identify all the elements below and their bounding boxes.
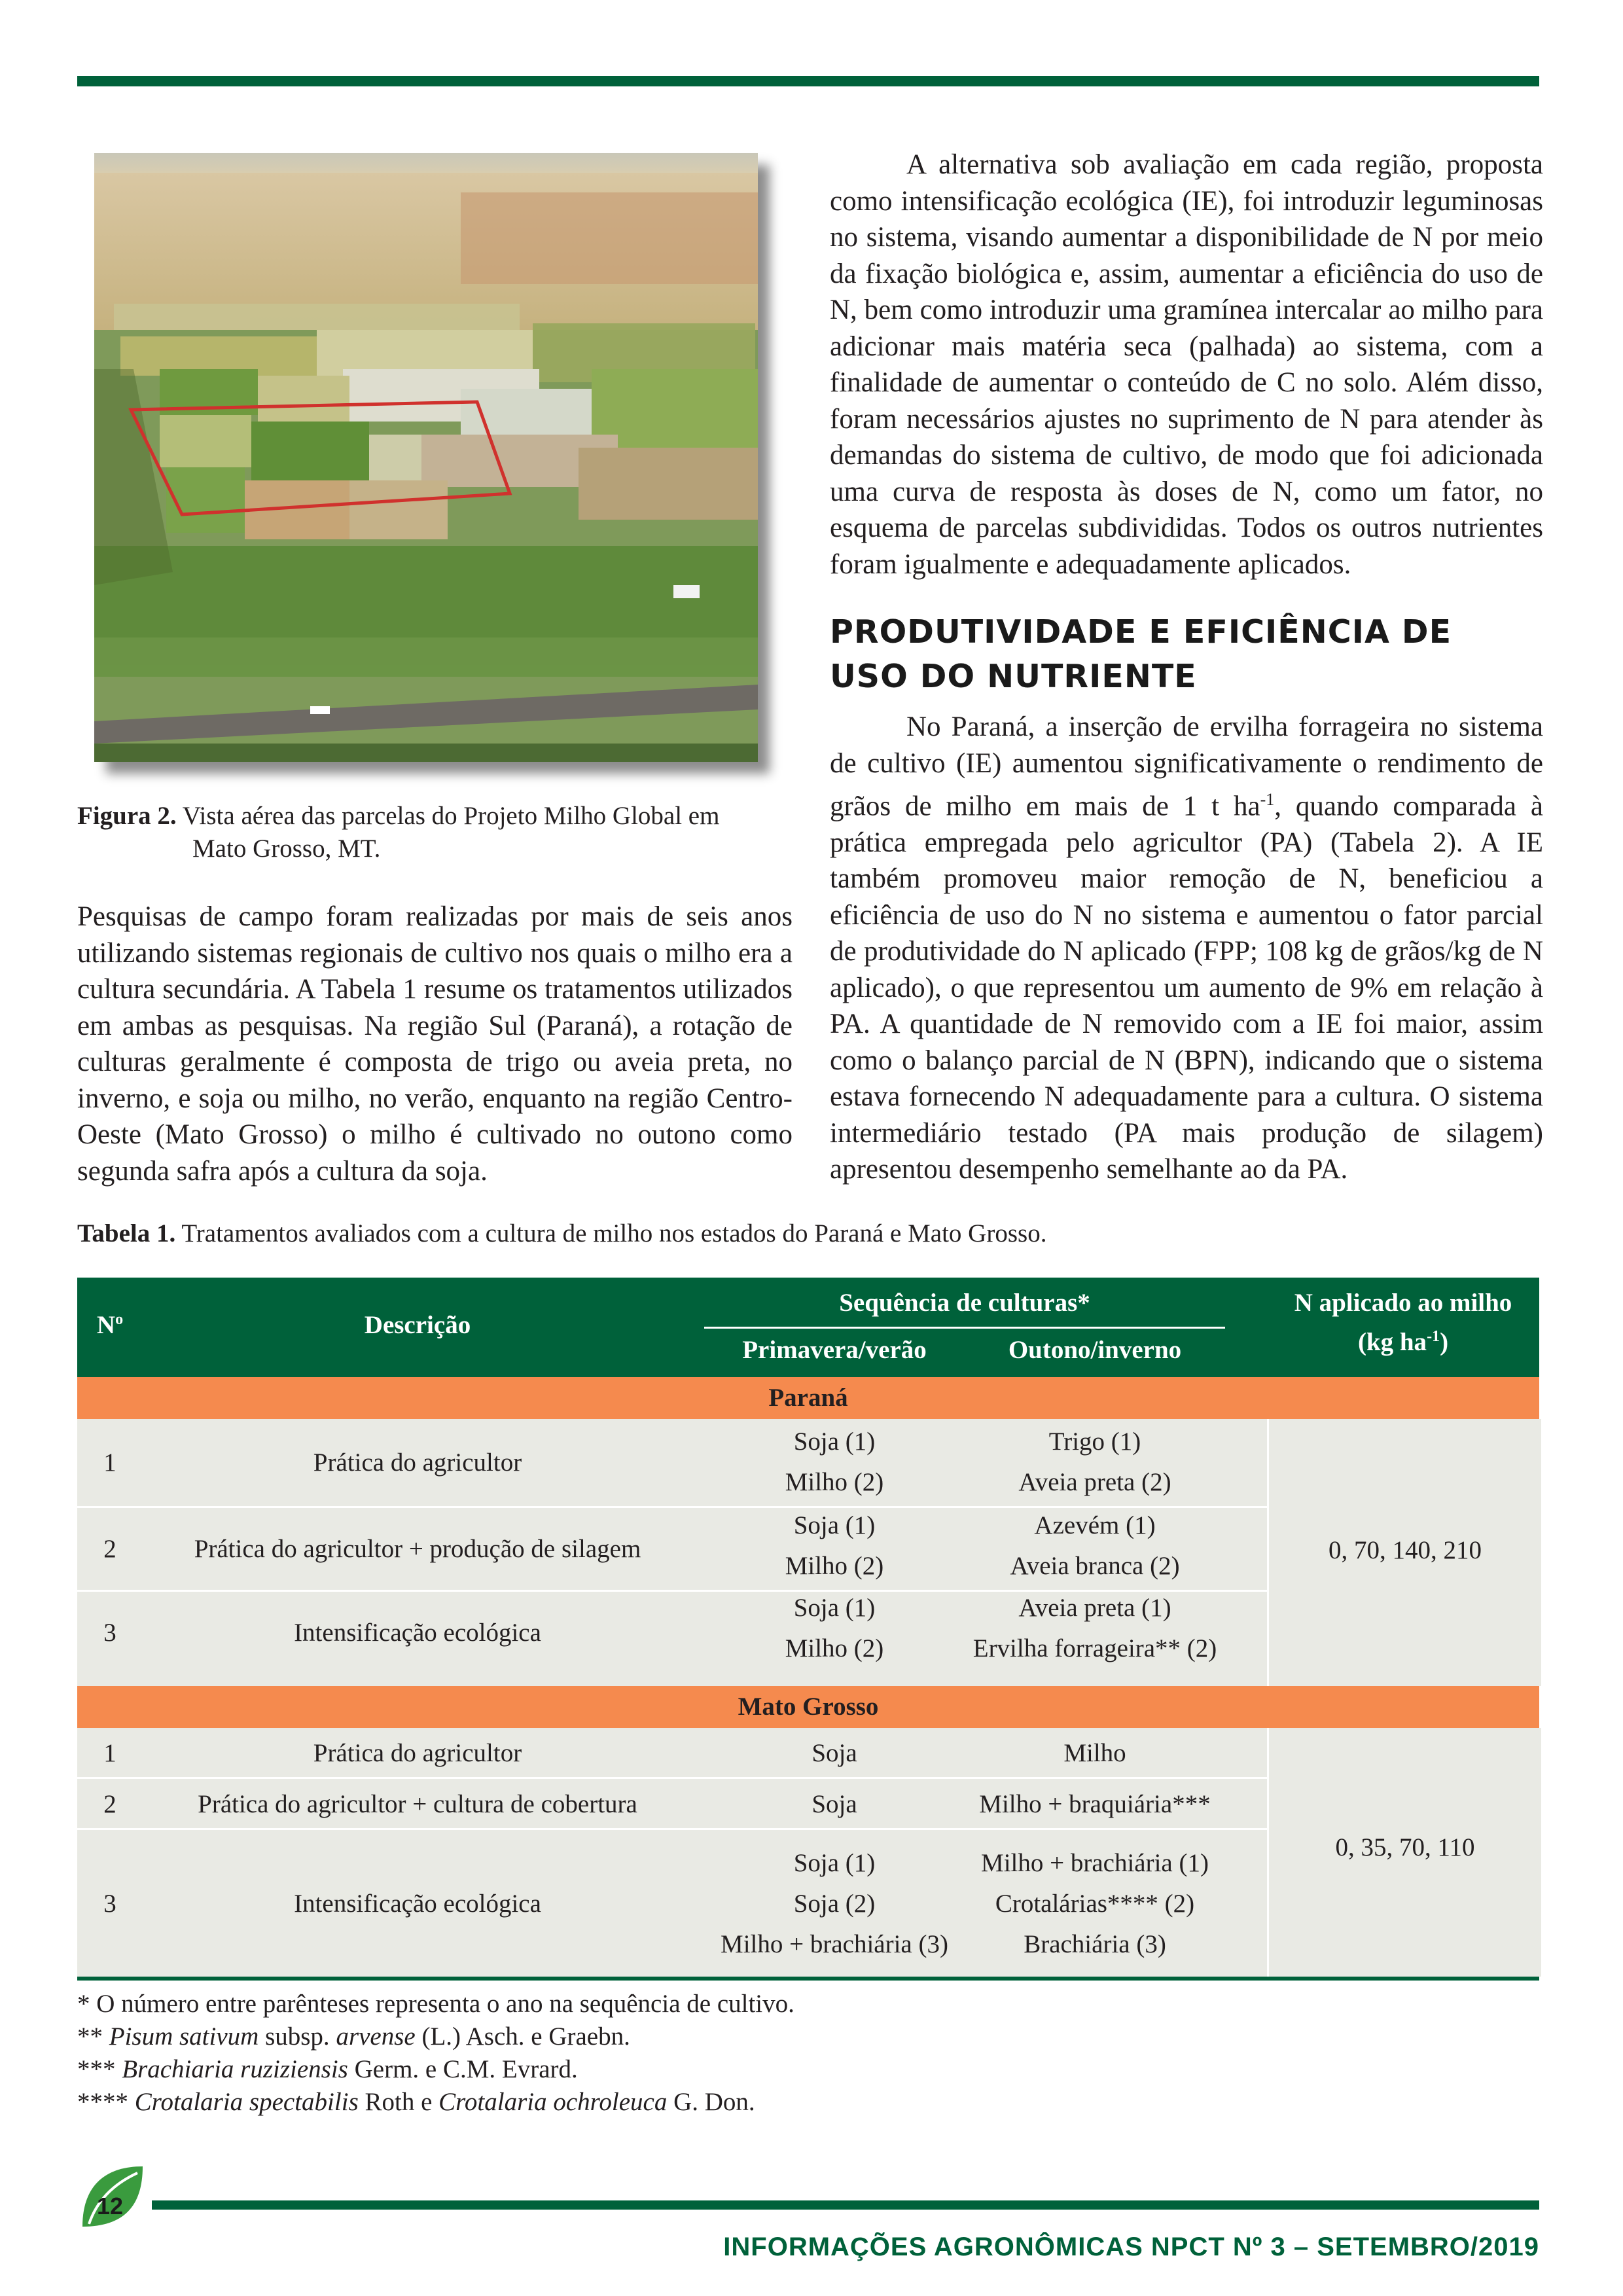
- row-number: 1: [103, 1448, 116, 1477]
- footnote-4-a: ****: [77, 2088, 135, 2116]
- table-label: Tabela 1.: [77, 1219, 176, 1247]
- right-column-top: [830, 147, 1543, 583]
- header-n-unit-sup: -1: [1427, 1328, 1440, 1345]
- row-description: Intensificação ecológica: [294, 1619, 541, 1647]
- header-spring-summer: Primavera/verão: [742, 1336, 927, 1364]
- mato-grosso-n-rates: 0, 35, 70, 110: [1335, 1833, 1475, 1861]
- figure-caption: [77, 800, 791, 865]
- row-autumn-1: Aveia preta (1): [1018, 1594, 1171, 1622]
- table-row: [77, 1508, 1267, 1592]
- footnote-2-subspecies: arvense: [336, 2022, 416, 2051]
- right-paragraph-2: [830, 709, 1543, 1188]
- mato-grosso-group: [77, 1728, 1539, 1977]
- table-row: [77, 1779, 1267, 1830]
- row-autumn-1: Milho: [1063, 1739, 1126, 1767]
- row-spring-2: Soja (2): [793, 1890, 876, 1918]
- footnote-2-species: Pisum sativum: [109, 2022, 259, 2051]
- table-bottom-rule: [77, 1977, 1539, 1981]
- left-paragraph: Pesquisas de campo foram realizadas por mais de seis anos utilizando sistemas regionais de cultivo nos quais o milho era a cultura secundária. A Tabela 1 resume os tratamentos utilizados em ambas as pesquisas. Na região Sul (Paraná), a rotação de culturas geralmente é composta de trigo ou aveia preta, no inverno, e soja ou milho, no verão, enquanto na região Centro-Oeste (Mato Grosso) o milho é cultivado no outono como segunda safra após a cultura da soja.: [77, 901, 793, 1187]
- figure-caption-line1: Vista aérea das parcelas do Projeto Milho Global em: [182, 802, 720, 830]
- table-title: [77, 1219, 1046, 1248]
- header-number-sup: o: [115, 1311, 124, 1328]
- row-spring-2: Milho (2): [785, 1634, 884, 1662]
- footnote-2-c: (L.) Asch. e Graebn.: [415, 2022, 630, 2051]
- row-autumn-1: Azevém (1): [1034, 1511, 1156, 1539]
- row-autumn-2: Aveia preta (2): [1018, 1468, 1171, 1496]
- row-autumn-1: Milho + brachiária (1): [981, 1849, 1209, 1877]
- right-paragraph-2-part2: , quando comparada à prática empregada pelo agricultor (PA) (Tabela 2). A IE também promoveu maior remoção de N, beneficiou a eficiência de uso do N no sistema e aumentou o fator parcial de produtividade do N aplicado (FPP; 108 kg de grãos/kg de N aplicado), o que representou um aumento de 9% em relação à PA. A quantidade de N removido com a IE foi maior, assim como o balanço parcial de N (BPN), indicando que o sistema estava fornecendo N adequadamente para a cultura. O sistema intermediário testado (PA mais produção de silagem) apresentou desempenho semelhante ao da PA.: [830, 791, 1543, 1185]
- row-description: Prática do agricultor + produção de silagem: [194, 1535, 641, 1563]
- right-paragraph-1: A alternativa sob avaliação em cada região, proposta como intensificação ecológica (IE), foi introduzir leguminosas no sistema, visando aumentar a disponibilidade de N por meio da fixação biológica e, assim, aumentar a eficiência do uso de N, bem como introduzir uma gramínea intercalar ao milho para adicionar mais matéria seca (palhada) ao sistema, com a finalidade de aumentar o conteúdo de C no solo. Além disso, foram necessários ajustes no suprimento de N para atender às demandas do sistema de cultivo, de modo que foi adicionada uma curva de resposta às doses de N, como um fator, no esquema de parcelas subdivididas. Todos os outros nutrientes foram igualmente e adequadamente aplicados.: [830, 149, 1543, 580]
- row-spring-3: Milho + brachiária (3): [721, 1930, 948, 1958]
- footnote-3: [77, 2053, 794, 2086]
- table-footnotes: [77, 1988, 794, 2119]
- row-description: Prática do agricultor: [313, 1448, 522, 1477]
- row-description: Prática do agricultor + cultura de cobertura: [198, 1790, 637, 1818]
- header-autumn-winter: Outono/inverno: [1008, 1336, 1182, 1364]
- row-autumn-3: Brachiária (3): [1024, 1930, 1166, 1958]
- journal-name: INFORMAÇÕES AGRONÔMICAS NPCT Nº 3 – SETEMBRO/2019: [723, 2233, 1539, 2261]
- footer-rule: [152, 2200, 1539, 2210]
- parana-n-rates: 0, 70, 140, 210: [1329, 1536, 1482, 1564]
- row-spring-1: Soja (1): [793, 1849, 876, 1877]
- treatments-table: [77, 1278, 1539, 1981]
- footnote-4: [77, 2086, 794, 2119]
- row-autumn-1: Milho + braquiária***: [979, 1790, 1211, 1818]
- header-number: [77, 1310, 143, 1340]
- row-number: 2: [103, 1535, 116, 1563]
- header-n-applied: N aplicado ao milho: [1294, 1289, 1512, 1317]
- header-sequence: Sequência de culturas*: [839, 1289, 1090, 1317]
- row-autumn-2: Ervilha forrageira** (2): [972, 1634, 1217, 1662]
- row-spring-1: Soja (1): [793, 1594, 876, 1622]
- row-spring-1: Soja (1): [793, 1511, 876, 1539]
- header-sequence-rule: [704, 1327, 1225, 1329]
- table-row: [77, 1728, 1267, 1779]
- footnote-3-species: Brachiaria ruziziensis: [122, 2055, 348, 2083]
- aerial-photo-illustration: [94, 153, 758, 762]
- parana-n-rates-cell: [1267, 1419, 1541, 1686]
- table-title-text: Tratamentos avaliados com a cultura de milho nos estados do Paraná e Mato Grosso.: [181, 1219, 1047, 1247]
- section-mato-grosso: Mato Grosso: [77, 1686, 1539, 1728]
- row-description: Prática do agricultor: [313, 1739, 522, 1767]
- figure-caption-line2: Mato Grosso, MT.: [192, 834, 381, 863]
- footnote-4-species-1: Crotalaria spectabilis: [134, 2088, 359, 2116]
- table-row: [77, 1592, 1267, 1686]
- row-number: 1: [103, 1739, 116, 1767]
- row-autumn-2: Crotalárias**** (2): [995, 1890, 1195, 1918]
- footnote-1: * O número entre parênteses representa o ano na sequência de cultivo.: [77, 1990, 794, 2018]
- right-paragraph-2-sup: -1: [1260, 790, 1275, 809]
- row-number: 3: [103, 1619, 116, 1647]
- right-column-bottom: [830, 709, 1543, 1188]
- section-parana: Paraná: [77, 1377, 1539, 1419]
- table-row: [77, 1830, 1267, 1977]
- parana-group: [77, 1419, 1539, 1686]
- row-spring-2: Milho (2): [785, 1468, 884, 1496]
- row-autumn-2: Aveia branca (2): [1010, 1552, 1180, 1580]
- aerial-photo: [94, 153, 758, 762]
- top-rule: [77, 76, 1539, 86]
- header-n-unit-b: ): [1440, 1328, 1449, 1356]
- header-description: Descrição: [364, 1311, 471, 1339]
- header-n-unit: [1267, 1327, 1539, 1357]
- row-spring-1: Soja: [812, 1739, 857, 1767]
- row-spring-1: Soja: [812, 1790, 857, 1818]
- row-spring-1: Soja (1): [793, 1427, 876, 1456]
- row-spring-2: Milho (2): [785, 1552, 884, 1580]
- page-number: 12: [96, 2193, 124, 2219]
- footnote-4-c: G. Don.: [667, 2088, 755, 2116]
- footnote-4-b: Roth e: [358, 2088, 439, 2116]
- footnote-2-a: **: [77, 2022, 109, 2051]
- section-heading-line1: PRODUTIVIDADE E EFICIÊNCIA DE: [830, 613, 1452, 651]
- row-number: 2: [103, 1790, 116, 1818]
- row-number: 3: [103, 1890, 116, 1918]
- figure-label: Figura 2.: [77, 802, 177, 830]
- header-n-unit-a: (kg ha: [1357, 1328, 1427, 1356]
- section-heading-line2: USO DO NUTRIENTE: [830, 658, 1197, 695]
- right-paragraph-2-part1: No Paraná, a inserção de ervilha forrageira no sistema de cultivo (IE) aumentou significativamente o rendimento de grãos de milho em mais de 1 t ha: [830, 711, 1543, 822]
- footnote-3-b: Germ. e C.M. Evrard.: [348, 2055, 578, 2083]
- row-description: Intensificação ecológica: [294, 1890, 541, 1918]
- footnote-2-b: subsp.: [259, 2022, 336, 2051]
- table-row: [77, 1419, 1267, 1508]
- footnote-2: [77, 2020, 794, 2053]
- footnote-3-a: ***: [77, 2055, 122, 2083]
- left-column: [77, 899, 793, 1189]
- footnote-4-species-2: Crotalaria ochroleuca: [438, 2088, 668, 2116]
- row-autumn-1: Trigo (1): [1048, 1427, 1141, 1456]
- table-header: [77, 1278, 1539, 1377]
- section-heading: [830, 610, 1543, 699]
- header-number-text: N: [96, 1311, 116, 1339]
- mato-grosso-n-rates-cell: [1267, 1728, 1541, 1977]
